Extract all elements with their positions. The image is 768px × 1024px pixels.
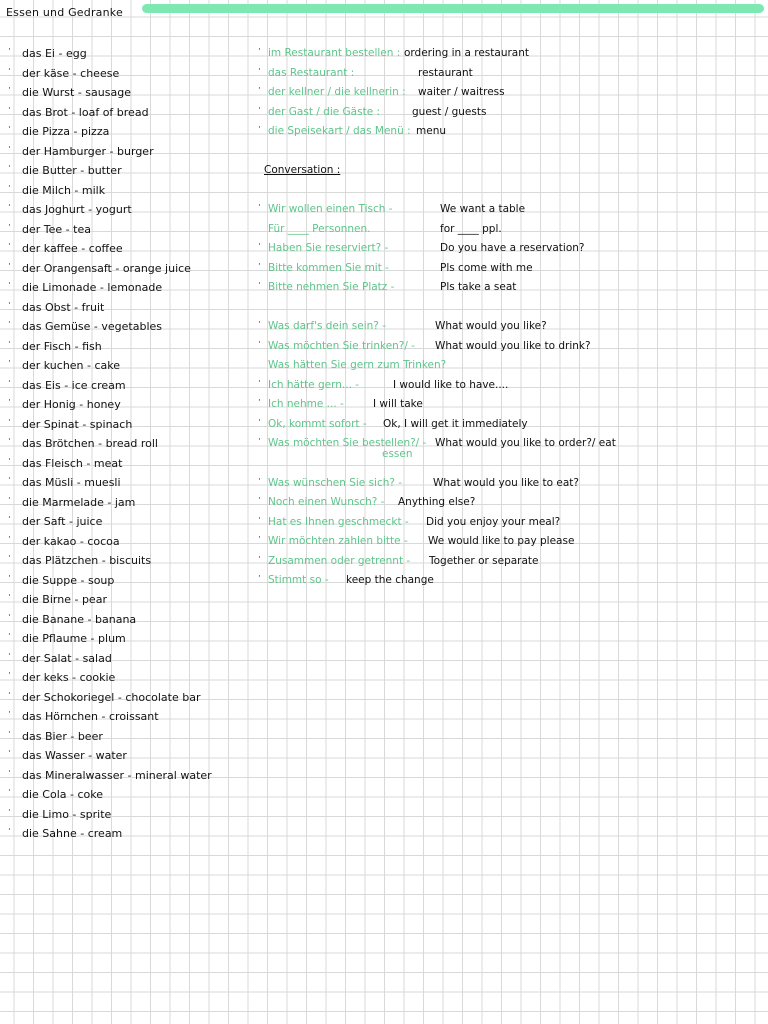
vocab-item	[0, 512, 212, 532]
vocab-item	[0, 785, 212, 805]
vocab-item	[0, 83, 212, 103]
conversation-english: for ____ ppl.	[440, 222, 502, 235]
vocab-german: das Ei	[22, 47, 55, 60]
bullet: ·	[8, 142, 11, 153]
vocab-item	[0, 629, 212, 649]
bullet: ·	[8, 64, 11, 75]
vocab-german: der käse	[22, 66, 70, 80]
phrases-english: Did you enjoy your meal?	[426, 515, 561, 528]
bullet: ·	[258, 572, 261, 582]
vocab-dash: -	[65, 515, 77, 528]
bullet: ·	[8, 474, 11, 484]
conversation-german: Haben Sie reserviert? -	[268, 242, 389, 254]
vocab-item	[0, 376, 212, 396]
vocab-dash: -	[69, 66, 81, 80]
vocab-german: die Suppe	[22, 573, 77, 587]
vocab-german: das Brötchen	[22, 437, 95, 450]
phrases-english: What would you like?	[435, 320, 547, 332]
phrases-german: Wir möchten zahlen bitte -	[268, 535, 408, 547]
bullet: ·	[258, 259, 261, 270]
vocab-german: der Fisch	[22, 339, 72, 353]
vocab-dash: -	[98, 554, 110, 567]
bullet: ·	[258, 533, 261, 543]
vocab-item	[0, 142, 212, 162]
phrases-german: Ich hätte gern... -	[268, 378, 360, 391]
bullet: ·	[258, 279, 261, 289]
bullet: ·	[8, 240, 11, 250]
bullet: ·	[8, 610, 11, 621]
phrases-english: Together or separate	[429, 554, 539, 567]
vocab-english: water	[95, 749, 127, 762]
vocab-english: vegetables	[101, 320, 163, 333]
vocab-item	[0, 298, 212, 318]
vocab-item	[0, 473, 212, 493]
vocab-german: die Limonade	[22, 281, 97, 294]
bullet: ·	[258, 64, 261, 75]
vocab-dash: -	[60, 378, 72, 392]
bullet: ·	[8, 162, 11, 172]
bullet: ·	[8, 591, 11, 601]
vocab-german: das Eis	[22, 378, 61, 392]
bullet: ·	[8, 220, 11, 231]
vocab-dash: -	[71, 339, 83, 353]
conversation-german: Bitte kommen Sie mit -	[268, 261, 389, 274]
vocab-item	[0, 200, 212, 220]
bullet: ·	[8, 298, 11, 309]
vocab-english: tea	[73, 222, 91, 236]
vocab-english: yogurt	[95, 203, 132, 216]
vocab-dash: -	[71, 651, 83, 665]
vocab-english: pizza	[81, 125, 110, 138]
vocab-dash: -	[111, 261, 123, 275]
vocab-item	[0, 571, 212, 591]
vocab-item	[0, 161, 212, 181]
vocab-english: meat	[93, 456, 123, 470]
bullet: ·	[8, 337, 11, 348]
phrases-german: Was möchten Sie bestellen?/ -	[268, 437, 427, 449]
bullet: ·	[8, 84, 11, 94]
vocab-item	[0, 259, 212, 279]
vocab-item	[0, 727, 212, 747]
bullet: ·	[8, 532, 11, 543]
vocab-dash: -	[70, 183, 82, 197]
vocab-item	[0, 766, 212, 786]
restaurant-english: waiter / waitress	[418, 86, 505, 98]
vocab-item	[0, 746, 212, 766]
phrases-english: I will take	[373, 398, 423, 410]
bullet: ·	[8, 201, 11, 211]
phrases-german: Was hätten Sie gern zum Trinken?	[268, 359, 447, 371]
vocab-german: die Birne	[22, 593, 71, 606]
phrases-german: Ich nehme ... -	[268, 398, 344, 410]
bullet: ·	[8, 103, 11, 114]
bullet: ·	[8, 766, 11, 777]
vocab-dash: -	[62, 222, 74, 236]
vocab-english: plum	[98, 632, 126, 645]
bullet: ·	[8, 415, 11, 426]
phrases-german: Zusammen oder getrennt -	[268, 554, 411, 567]
vocab-english: honey	[86, 398, 121, 411]
phrases-german: Hat es Ihnen geschmeckt -	[268, 515, 409, 528]
vocab-english: muesli	[84, 476, 121, 489]
vocab-dash: -	[67, 105, 79, 119]
phrases-english: Ok, I will get it immediately	[383, 417, 528, 430]
restaurant-english: menu	[416, 125, 446, 137]
phrases-english: What would you like to drink?	[435, 339, 591, 352]
vocab-english: jam	[114, 495, 136, 509]
vocab-item	[0, 805, 212, 825]
conversation-german: Für ____ Personnen.	[268, 222, 371, 235]
vocab-dash: -	[73, 476, 85, 489]
phrases-english: We would like to pay please	[428, 535, 575, 547]
vocab-german: die Cola	[22, 788, 67, 801]
bullet: ·	[8, 181, 11, 192]
vocab-english: pear	[81, 593, 107, 606]
vocab-english: fruit	[81, 300, 105, 314]
bullet: ·	[258, 318, 261, 328]
vocab-item	[0, 220, 212, 240]
restaurant-german: die Speisekart / das Menü :	[268, 125, 411, 137]
conversation-english: Pls come with me	[440, 261, 533, 274]
vocab-item	[0, 122, 212, 142]
vocab-item	[0, 610, 212, 630]
phrases-german: Was wünschen Sie sich? -	[268, 476, 403, 489]
phrases-english: What would you like to order?/ eat	[435, 437, 616, 449]
bullet: ·	[8, 708, 11, 718]
vocab-dash: -	[76, 827, 88, 840]
bullet: ·	[8, 259, 11, 270]
vocab-english: orange juice	[122, 261, 191, 275]
vocab-dash: -	[82, 456, 94, 470]
vocab-german: die Wurst	[22, 86, 75, 99]
bullet: ·	[258, 396, 261, 406]
conversation-german: Wir wollen einen Tisch -	[268, 203, 393, 215]
phrases-german: Ok, kommt sofort -	[268, 417, 367, 430]
vocab-english: croissant	[108, 710, 159, 723]
vocab-german: der Tee	[22, 222, 63, 236]
vocab-german: der kakao	[22, 534, 77, 548]
vocab-item	[0, 103, 212, 123]
vocab-german: die Sahne	[22, 827, 77, 840]
phrases-german: Was darf's dein sein? -	[268, 320, 386, 332]
bullet: ·	[258, 240, 261, 250]
vocab-german: der kuchen	[22, 359, 84, 372]
vocab-english: cake	[94, 359, 121, 372]
vocab-german: der Spinat	[22, 417, 79, 431]
vocab-dash: -	[68, 671, 80, 684]
vocab-english: cocoa	[87, 534, 120, 548]
restaurant-english: guest / guests	[412, 105, 487, 118]
bullet: ·	[258, 84, 261, 94]
vocab-german: der Salat	[22, 651, 72, 665]
bullet: ·	[8, 279, 11, 289]
vocab-dash: -	[54, 47, 66, 60]
vocab-english: banana	[95, 612, 137, 626]
vocab-german: das Plätzchen	[22, 554, 99, 567]
vocab-dash: -	[103, 495, 115, 509]
vocab-german: das Müsli	[22, 476, 74, 489]
bullet: ·	[258, 513, 261, 524]
vocab-dash: -	[106, 144, 118, 158]
vocab-dash: -	[83, 359, 95, 372]
vocab-german: das Joghurt	[22, 203, 85, 216]
vocab-dash: -	[84, 203, 96, 216]
vocab-german: die Pflaume	[22, 632, 88, 645]
vocab-item	[0, 707, 212, 727]
vocab-list	[0, 44, 212, 844]
vocab-dash: -	[70, 593, 82, 606]
conversation-english: We want a table	[440, 203, 526, 215]
vocab-item	[0, 551, 212, 571]
vocab-dash: -	[77, 573, 88, 587]
restaurant-english: restaurant	[418, 66, 473, 79]
bullet: ·	[8, 630, 11, 640]
bullet: ·	[8, 318, 11, 328]
bullet: ·	[8, 669, 11, 679]
vocab-item	[0, 532, 212, 552]
vocab-german: das Bier	[22, 729, 67, 743]
bullet: ·	[8, 435, 11, 445]
vocab-dash: -	[84, 749, 96, 762]
vocab-german: die Milch	[22, 183, 71, 197]
bullet: ·	[8, 649, 11, 660]
vocab-dash: -	[76, 164, 88, 177]
bullet: ·	[258, 435, 261, 445]
vocab-english: soup	[87, 573, 115, 587]
page-title: Essen und Gedranke	[6, 6, 123, 19]
bullet: ·	[258, 415, 261, 426]
bullet: ·	[8, 454, 11, 465]
bullet: ·	[8, 357, 11, 367]
bullet: ·	[8, 747, 11, 757]
phrases-german: Stimmt so -	[268, 574, 329, 586]
vocab-dash: -	[66, 729, 78, 743]
vocab-german: das Mineralwasser	[22, 768, 125, 782]
vocab-english: sausage	[85, 86, 131, 99]
vocab-item	[0, 493, 212, 513]
vocab-german: die Marmelade	[22, 495, 104, 509]
vocab-dash: -	[76, 534, 88, 548]
vocab-english: butter	[87, 164, 122, 177]
vocab-item	[0, 317, 212, 337]
vocab-item	[0, 395, 212, 415]
vocab-item	[0, 64, 212, 84]
vocab-german: das Gemüse	[22, 320, 91, 333]
bullet: ·	[258, 201, 261, 211]
vocab-dash: -	[74, 86, 86, 99]
vocab-english: biscuits	[109, 554, 152, 567]
restaurant-german: der Gast / die Gäste :	[268, 105, 381, 118]
vocab-dash: -	[78, 417, 90, 431]
bullet: ·	[258, 494, 261, 504]
vocab-item	[0, 454, 212, 474]
vocab-item	[0, 415, 212, 435]
vocab-dash: -	[68, 807, 80, 821]
phrases-german: essen	[382, 448, 413, 460]
vocab-german: der Hamburger	[22, 144, 107, 158]
vocab-english: lemonade	[107, 281, 163, 294]
bullet: ·	[258, 337, 261, 348]
vocab-item	[0, 337, 212, 357]
bullet: ·	[258, 123, 261, 133]
vocab-item	[0, 434, 212, 454]
vocab-dash: -	[77, 242, 89, 255]
conversation-heading: Conversation :	[264, 164, 341, 176]
vocab-english: chocolate bar	[125, 690, 201, 704]
restaurant-german: das Restaurant :	[268, 66, 355, 79]
vocab-item	[0, 239, 212, 259]
vocab-item	[0, 278, 212, 298]
bullet: ·	[8, 571, 11, 582]
vocab-english: beer	[77, 729, 103, 743]
vocab-german: die Butter	[22, 164, 77, 177]
vocab-item	[0, 181, 212, 201]
vocab-english: salad	[82, 651, 112, 665]
vocab-english: milk	[81, 183, 106, 197]
bullet: ·	[258, 103, 261, 114]
phrases-english: I would like to have....	[393, 378, 509, 391]
vocab-item	[0, 44, 212, 64]
vocab-dash: -	[87, 632, 99, 645]
restaurant-english: ordering in a restaurant	[404, 47, 530, 59]
bullet: ·	[8, 123, 11, 133]
bullet: ·	[8, 493, 11, 504]
vocab-dash: -	[66, 788, 78, 801]
vocab-german: der keks	[22, 671, 69, 684]
phrases-german: Noch einen Wunsch? -	[268, 496, 385, 508]
vocab-german: der kaffee	[22, 242, 78, 255]
vocab-german: der Saft	[22, 515, 66, 528]
vocab-english: coke	[77, 788, 104, 801]
vocab-english: cookie	[79, 671, 116, 684]
vocab-item	[0, 824, 212, 844]
vocab-item	[0, 356, 212, 376]
vocab-english: sprite	[79, 807, 112, 821]
vocab-dash: -	[114, 690, 126, 704]
bullet: ·	[8, 688, 11, 699]
vocab-item	[0, 688, 212, 708]
bullet: ·	[258, 474, 261, 485]
bullet: ·	[8, 396, 11, 406]
vocab-dash: -	[75, 398, 87, 411]
vocab-dash: -	[98, 710, 109, 723]
vocab-german: die Banane	[22, 612, 85, 626]
title-highlight	[142, 4, 764, 13]
vocab-german: der Honig	[22, 398, 76, 411]
bullet: ·	[8, 825, 11, 835]
vocab-german: der Schokoriegel	[22, 690, 115, 704]
bullet: ·	[8, 513, 11, 523]
vocab-item	[0, 590, 212, 610]
vocab-dash: -	[124, 768, 136, 782]
vocab-german: das Fleisch	[22, 456, 83, 470]
vocab-dash: -	[84, 612, 96, 626]
vocab-english: egg	[65, 47, 87, 60]
vocab-english: coffee	[88, 242, 123, 255]
vocab-english: bread roll	[105, 437, 158, 450]
conversation-german: Bitte nehmen Sie Platz -	[268, 281, 395, 293]
vocab-english: spinach	[89, 417, 133, 431]
bullet: ·	[8, 805, 11, 816]
vocab-dash: -	[96, 281, 108, 294]
phrases-english: keep the change	[346, 574, 434, 586]
vocab-dash: -	[94, 437, 106, 450]
restaurant-german: der kellner / die kellnerin :	[268, 86, 406, 98]
bullet: ·	[258, 552, 261, 563]
vocab-english: cream	[87, 827, 123, 840]
conversation-english: Pls take a seat	[440, 281, 517, 293]
bullet: ·	[258, 45, 261, 55]
vocab-german: das Brot	[22, 105, 68, 119]
bullet: ·	[8, 727, 11, 738]
bullet: ·	[8, 786, 11, 796]
vocab-english: loaf of bread	[78, 105, 149, 119]
vocab-item	[0, 668, 212, 688]
phrases-english: What would you like to eat?	[433, 476, 579, 489]
vocab-german: der Orangensaft	[22, 261, 112, 275]
conversation-english: Do you have a reservation?	[440, 242, 585, 254]
vocab-english: mineral water	[135, 768, 212, 782]
bullet: ·	[8, 376, 11, 387]
bullet: ·	[258, 376, 261, 387]
vocab-english: ice cream	[71, 378, 126, 392]
restaurant-german: im Restaurant bestellen :	[268, 47, 401, 59]
vocab-item	[0, 649, 212, 669]
vocab-german: die Pizza	[22, 125, 71, 138]
vocab-dash: -	[70, 300, 82, 314]
vocab-english: fish	[82, 339, 102, 353]
bullet: ·	[8, 45, 11, 55]
vocab-dash: -	[90, 320, 102, 333]
bullet: ·	[8, 552, 11, 562]
phrases-english: Anything else?	[398, 496, 476, 508]
phrases-german: Was möchten Sie trinken?/ -	[268, 339, 416, 352]
vocab-english: juice	[76, 515, 103, 528]
vocab-english: cheese	[80, 66, 120, 80]
vocab-german: das Hörnchen	[22, 710, 99, 723]
vocab-german: das Wasser	[22, 749, 85, 762]
vocab-german: das Obst	[22, 300, 71, 314]
vocab-dash: -	[70, 125, 82, 138]
vocab-german: die Limo	[22, 807, 69, 821]
vocab-english: burger	[117, 144, 154, 158]
